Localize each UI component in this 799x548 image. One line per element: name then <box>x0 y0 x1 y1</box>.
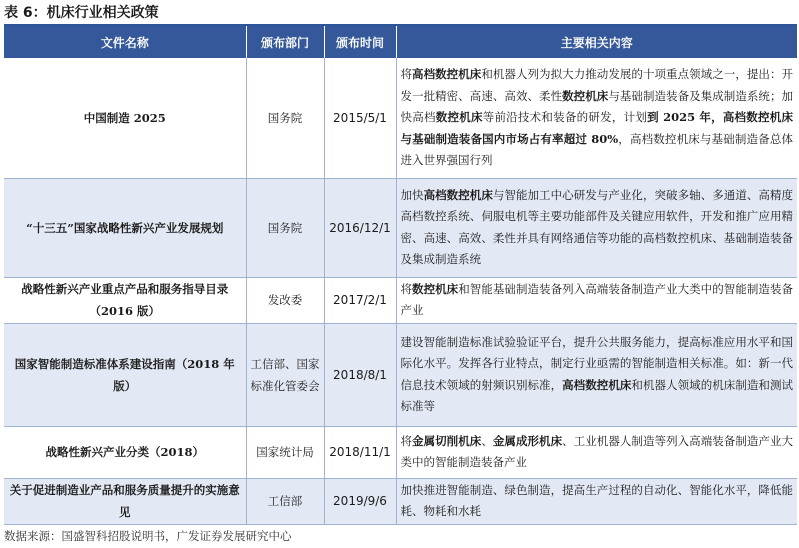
row-file-name: “十三五”国家战略性新兴产业发展规划 <box>4 178 246 277</box>
content-bold-segment: 金属切削机床 <box>412 433 482 448</box>
content-segment: 建设智能制造标准试验验证平台，提升公共服务能力，提高标准应用水平和国际化水平。发挥各行业特点，制定行业亟需的智能制造相关标准。如：新一代信息技术领域的射频识别标准， <box>400 334 793 392</box>
table-title: 表 6：机床行业相关政策 <box>4 5 159 21</box>
content-segment: 将 <box>400 281 413 296</box>
row-date: 2017/2/1 <box>324 277 396 323</box>
row-content <box>396 426 797 478</box>
header-date: 颁布时间 <box>324 26 396 58</box>
content-segment: 和机器人列为拟大力推动发展的十项重点领域之一，提出：开发一批精密、高速、高效、柔性 <box>400 67 794 103</box>
row-dept: 发改委 <box>246 277 324 323</box>
table-row <box>4 178 797 277</box>
content-segment: 加快推进智能制造、绿色制造，提高生产过程的自动化、智能化水平，降低能耗、物耗和水耗 <box>400 482 793 518</box>
row-date: 2015/5/1 <box>324 58 396 178</box>
table-row <box>4 58 797 178</box>
content-bold-segment: 数控机床 <box>412 281 459 296</box>
row-dept: 工信部、国家标准化管委会 <box>246 323 324 426</box>
row-content <box>396 323 797 426</box>
content-segment: 和机器人领域的机床制造和测试标准等 <box>400 377 794 413</box>
row-file-name: 战略性新兴产业重点产品和服务指导目录（2016 版） <box>4 277 246 323</box>
table-header-row <box>4 26 797 58</box>
table-row <box>4 323 797 426</box>
content-bold-segment: 数控机床 <box>435 110 483 124</box>
row-date: 2016/12/1 <box>324 178 396 277</box>
content-bold-segment: 金属成形机床 <box>492 433 563 448</box>
row-file-name: 关于促进制造业产品和服务质量提升的实施意见 <box>4 478 246 524</box>
content-segment: 等前沿技术和装备的研发，计划 <box>482 110 648 124</box>
content-bold-segment: 到 2025 年，高档数控机床与基础制造装备国内市场占有率超过 80% <box>400 110 794 146</box>
header-file-name: 文件名称 <box>4 26 246 58</box>
content-segment: 、工业机器人制造等列入高端装备制造产业大类中的智能制造装备产业 <box>400 433 794 469</box>
row-content <box>396 277 797 323</box>
content-segment: ，高档数控机床与基础制造备总体进入世界强国行列 <box>400 131 793 167</box>
table-row <box>4 277 797 323</box>
content-segment: 将 <box>400 67 413 81</box>
content-bold-segment: 高档数控机床 <box>423 187 493 202</box>
content-bold-segment: 高档数控机床 <box>562 377 632 392</box>
row-date: 2018/11/1 <box>324 426 396 478</box>
row-file-name: 战略性新兴产业分类（2018） <box>4 426 246 478</box>
row-dept: 国务院 <box>246 178 324 277</box>
content-bold-segment: 高档数控机床 <box>412 67 482 81</box>
row-date: 2018/8/1 <box>324 323 396 426</box>
content-segment: 与基础制造装备及集成制造系统；加快高档 <box>400 88 794 124</box>
content-segment: 将 <box>400 433 413 448</box>
row-dept: 工信部 <box>246 478 324 524</box>
content-segment: 加快 <box>400 187 424 202</box>
row-content <box>396 58 797 178</box>
row-file-name: 国家智能制造标准体系建设指南（2018 年版） <box>4 323 246 426</box>
table-row <box>4 426 797 478</box>
row-dept: 国务院 <box>246 58 324 178</box>
row-content <box>396 478 797 524</box>
data-source-note: 数据来源：国盛智科招股说明书，广发证券发展研究中心 <box>4 529 292 543</box>
content-segment: 与智能加工中心研发与产业化，突破多轴、多通道、高精度高档数控系统、伺服电机等主要功能部件及关键应用软件，开发和推广应用精密、高速、高效、柔性并具有网络通信等功能的高档数控机床、基础制造装备及集成制造系统 <box>400 187 794 266</box>
policy-table <box>4 26 797 525</box>
content-segment: 、 <box>481 433 493 448</box>
row-date: 2019/9/6 <box>324 478 396 524</box>
content-bold-segment: 数控机床 <box>562 88 609 103</box>
row-file-name: 中国制造 2025 <box>4 58 246 178</box>
content-segment: 和智能基础制造装备列入高端装备制造产业大类中的智能制造装备产业 <box>400 281 794 317</box>
row-content <box>396 178 797 277</box>
header-content: 主要相关内容 <box>396 26 797 58</box>
row-dept: 国家统计局 <box>246 426 324 478</box>
table-row <box>4 478 797 524</box>
header-dept: 颁布部门 <box>246 26 324 58</box>
